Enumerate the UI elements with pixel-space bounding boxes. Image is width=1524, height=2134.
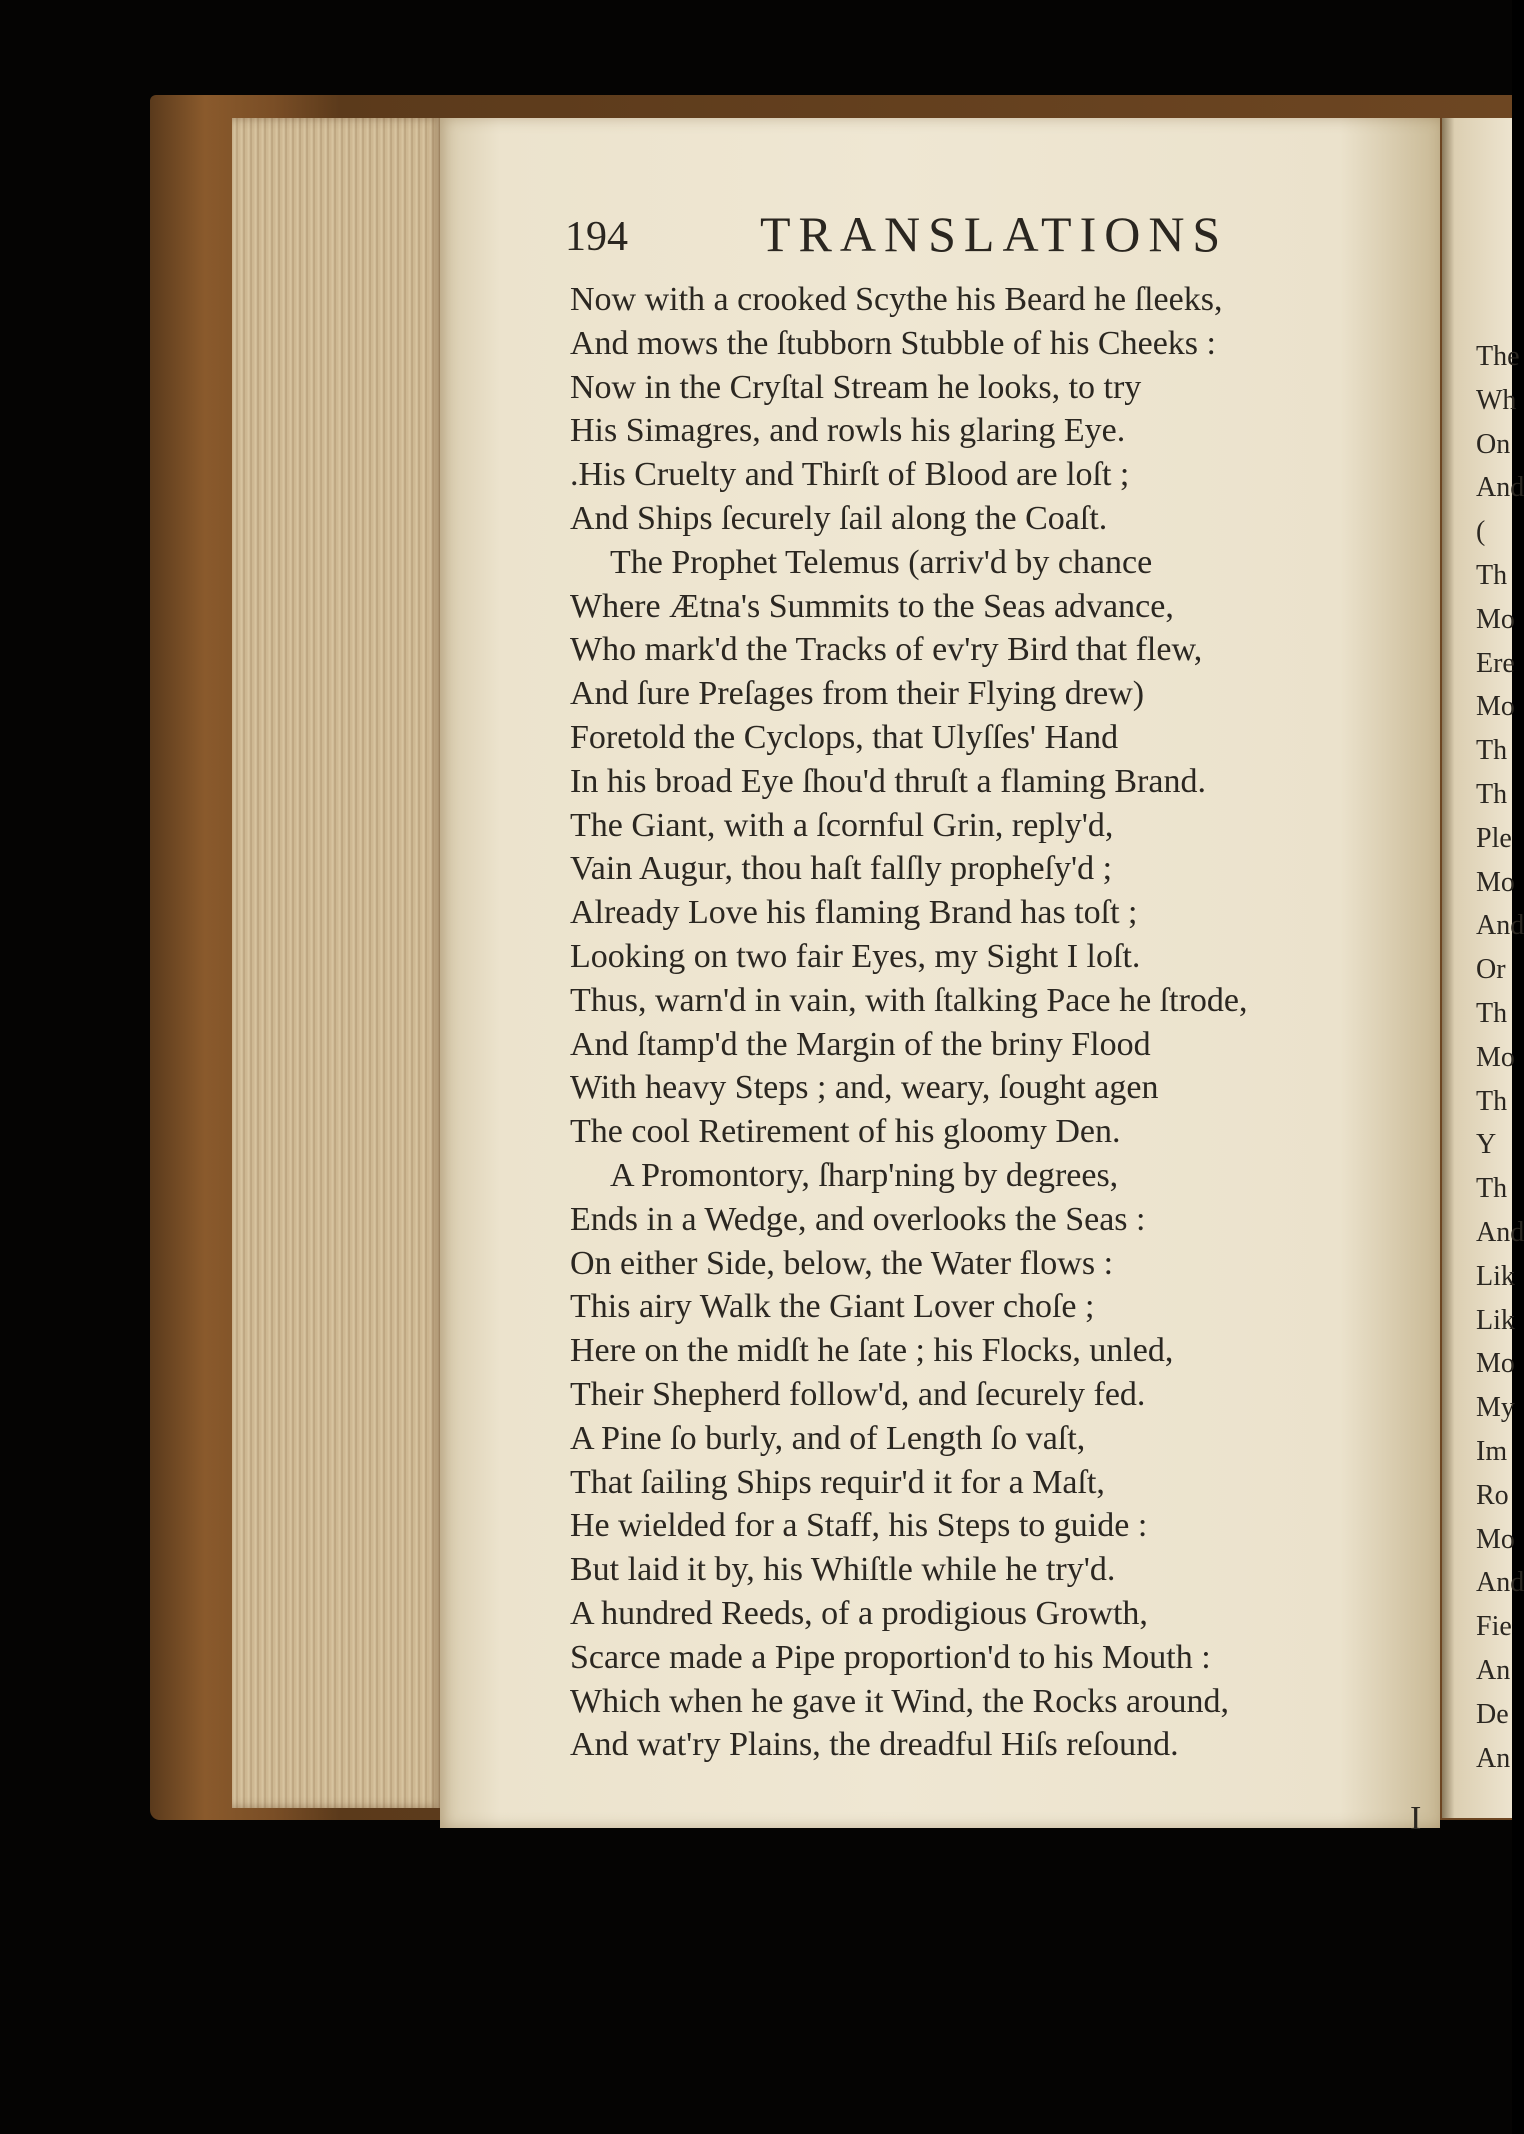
poem-line: And Ships ſecurely ſail along the Coaſt. [570,499,1108,537]
poem-line: His Simagres, and rowls his glaring Eye. [570,412,1126,450]
poem-line: In his broad Eye ſhou'd thruſt a flaming Brand. [570,762,1206,800]
facing-line-fragment: De [1476,1698,1509,1730]
page-number: 194 [565,214,628,260]
facing-line-fragment: On [1476,428,1511,460]
facing-page-text [1476,335,1524,1780]
facing-line-fragment: Th [1476,997,1508,1029]
poem-line: Now with a crooked Scythe his Beard he ſleeks, [570,281,1223,318]
poem-line: That ſailing Ships requir'd it for a Maſt, [570,1463,1105,1501]
poem-line: Who mark'd the Tracks of ev'ry Bird that flew, [570,631,1203,669]
running-head [565,205,1295,265]
facing-line-fragment: And [1476,1216,1524,1248]
facing-line-fragment: Ple [1476,822,1512,854]
facing-line-fragment: And [1476,910,1524,942]
facing-line-fragment: The [1476,341,1520,372]
poem-line: A Promontory, ſharp'ning by degrees, [610,1156,1119,1194]
facing-catchword: I [1410,1800,1422,1837]
poem-line: Vain Augur, thou haſt falſly propheſy'd ; [570,850,1113,888]
poem-line: But laid it by, his Whiſtle while he try'd. [570,1551,1116,1589]
facing-line-fragment: Ere [1476,647,1515,679]
poem-line: Which when he gave it Wind, the Rocks around, [570,1682,1229,1720]
poem-line: And mows the ſtubborn Stubble of his Cheeks : [570,324,1216,362]
facing-line-fragment: Or [1476,954,1506,986]
facing-line-fragment: Mo [1476,1523,1515,1555]
poem-line: The Giant, with a ſcornful Grin, reply'd, [570,806,1114,844]
poem-line: Thus, warn'd in vain, with ſtalking Pace he ſtrode, [570,981,1248,1019]
poem-line: And wat'ry Plains, the dreadful Hiſs reſound. [570,1726,1179,1764]
poem-line: Already Love his flaming Brand has toſt ; [570,894,1138,932]
facing-line-fragment: Lik [1476,1260,1515,1292]
facing-line-fragment: Th [1476,1173,1508,1205]
poem-text [570,278,1390,1767]
facing-line-fragment: Wh [1476,384,1517,416]
facing-line-fragment: My [1476,1392,1515,1424]
facing-line-fragment: Th [1476,1085,1508,1117]
page-edges [232,118,442,1808]
facing-line-fragment: Y [1476,1129,1497,1161]
poem-line: On either Side, below, the Water flows : [570,1244,1114,1282]
poem-line: Here on the midſt he ſate ; his Flocks, unled, [570,1332,1174,1370]
facing-line-fragment: Mo [1476,691,1515,723]
poem-line: He wielded for a Staff, his Steps to guide : [570,1507,1148,1545]
facing-line-fragment: Mo [1476,866,1515,898]
running-title: TRANSLATIONS [760,206,1229,262]
poem-line: Scarce made a Pipe proportion'd to his Mouth : [570,1638,1211,1676]
poem-line: A hundred Reeds, of a prodigious Growth, [570,1594,1148,1632]
poem-line: .His Cruelty and Thirſt of Blood are loſt ; [570,456,1130,494]
facing-line-fragment: Ro [1476,1479,1509,1511]
facing-line-fragment: Mo [1476,1348,1515,1380]
facing-line-fragment: Fie [1476,1611,1512,1643]
facing-line-fragment: Mo [1476,603,1515,635]
poem-line: The Prophet Telemus (arriv'd by chance [610,543,1153,581]
poem-line: With heavy Steps ; and, weary, ſought agen [570,1069,1159,1107]
poem-line: Foretold the Cyclops, that Ulyſſes' Hand [570,718,1119,756]
poem-line: Their Shepherd follow'd, and ſecurely fed. [570,1375,1146,1413]
facing-line-fragment: And [1476,472,1524,504]
poem-line: The cool Retirement of his gloomy Den. [570,1113,1121,1151]
facing-line-fragment: ( [1476,516,1486,548]
facing-line-fragment: Im [1476,1435,1508,1467]
facing-line-fragment: An [1476,1742,1511,1774]
poem-line: And ſtamp'd the Margin of the briny Flood [570,1025,1151,1063]
facing-line-fragment: Th [1476,778,1508,810]
facing-line-fragment: Th [1476,735,1508,767]
poem-line: And ſure Preſages from their Flying drew) [570,675,1145,713]
facing-line-fragment: An [1476,1654,1511,1686]
poem-line: Now in the Cryſtal Stream he looks, to try [570,368,1142,406]
poem-line: Ends in a Wedge, and overlooks the Seas : [570,1200,1146,1238]
facing-line-fragment: Lik [1476,1304,1515,1336]
poem-line: This airy Walk the Giant Lover choſe ; [570,1288,1095,1326]
poem-line: Where Ætna's Summits to the Seas advance, [570,587,1174,625]
facing-line-fragment: Mo [1476,1041,1515,1073]
poem-line: Looking on two fair Eyes, my Sight I loſt. [570,937,1141,975]
facing-line-fragment: Th [1476,559,1508,591]
poem-line: A Pine ſo burly, and of Length ſo vaſt, [570,1419,1086,1457]
facing-line-fragment: And [1476,1567,1524,1599]
